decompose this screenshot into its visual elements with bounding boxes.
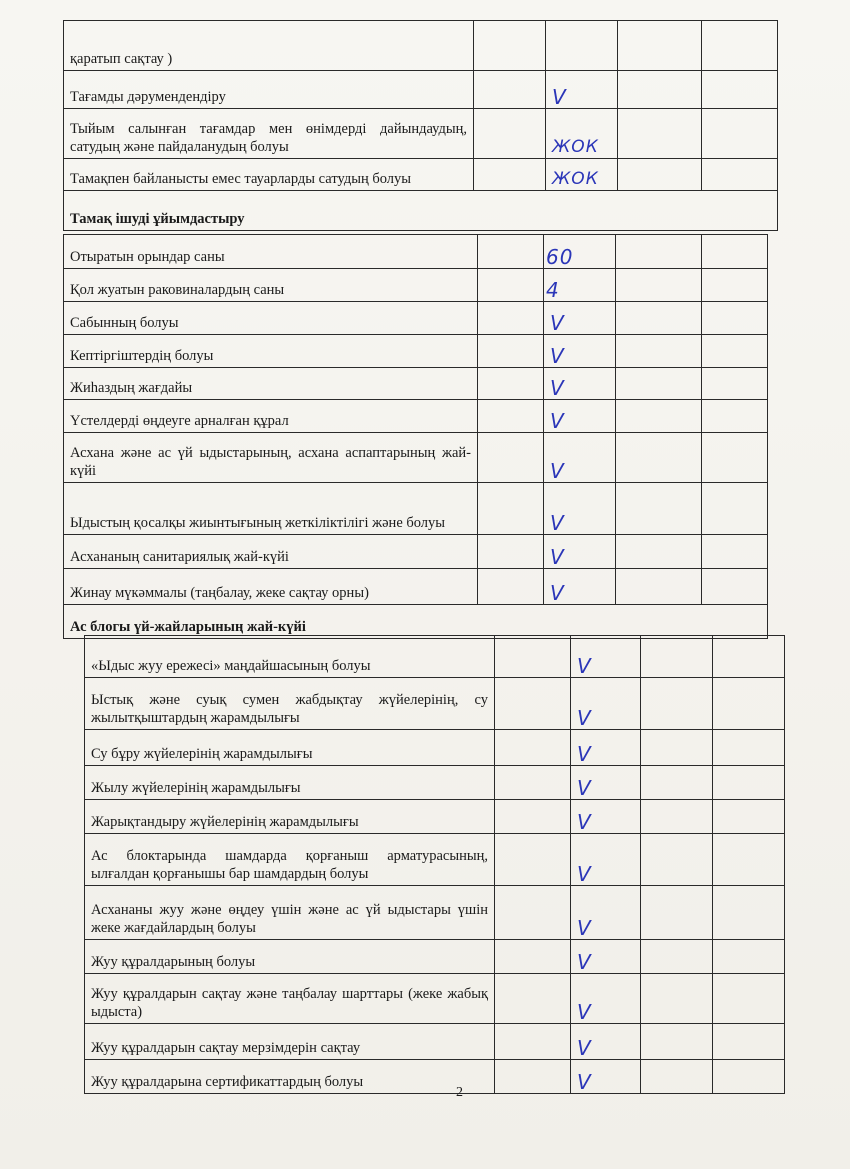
row-mark (474, 21, 546, 71)
row-label: Жуу құралдарының болуы (85, 940, 495, 974)
empty-cell (616, 535, 702, 569)
checklist-table-2 (63, 234, 768, 639)
empty-cell (495, 766, 571, 800)
row-mark: V (544, 335, 616, 368)
row-label: Асхана және ас үй ыдыстарының, асхана аспаптарының жай-күйі (64, 433, 478, 483)
empty-cell (495, 730, 571, 766)
empty-cell (641, 800, 713, 834)
table-row (85, 636, 785, 678)
empty-cell (618, 159, 702, 191)
row-mark: V (571, 1060, 641, 1094)
table-row (64, 400, 768, 433)
section-row (64, 605, 768, 639)
row-label: Отыратын орындар саны (64, 235, 478, 269)
table-row (64, 235, 768, 269)
section-heading: Тамақ ішуді ұйымдастыру (64, 191, 778, 231)
row-mark: V (571, 678, 641, 730)
table-row (85, 1024, 785, 1060)
empty-cell (478, 483, 544, 535)
row-label: Жинау мүкәммалы (таңбалау, жеке сақтау орны) (64, 569, 478, 605)
row-label: Үстелдерді өңдеуге арналған құрал (64, 400, 478, 433)
empty-cell (713, 834, 785, 886)
row-mark: ЖОК (546, 159, 618, 191)
empty-cell (616, 235, 702, 269)
table-row (85, 730, 785, 766)
row-mark: V (571, 800, 641, 834)
empty-cell (641, 636, 713, 678)
empty-cell (616, 483, 702, 535)
table-row (64, 335, 768, 368)
empty-cell (713, 940, 785, 974)
empty-cell (495, 834, 571, 886)
empty-cell (713, 800, 785, 834)
row-label: Тамақпен байланысты емес тауарларды сатудың болуы (64, 159, 474, 191)
empty-cell (641, 886, 713, 940)
section-row (64, 191, 778, 231)
row-mark: ЖОК (546, 109, 618, 159)
empty-cell (702, 483, 768, 535)
empty-cell (616, 335, 702, 368)
table-row (85, 886, 785, 940)
empty-cell (641, 1024, 713, 1060)
row-mark: V (544, 368, 616, 400)
row-mark: V (544, 483, 616, 535)
row-mark: V (544, 535, 616, 569)
row-mark: V (544, 433, 616, 483)
table-row (85, 766, 785, 800)
empty-cell (495, 974, 571, 1024)
table-row (64, 569, 768, 605)
row-label: Кептіргіштердің болуы (64, 335, 478, 368)
row-label: Асхананы жуу және өңдеу үшін және ас үй ыдыстары үшін жеке жағдайлардың болуы (85, 886, 495, 940)
empty-cell (713, 730, 785, 766)
empty-cell (641, 974, 713, 1024)
checklist-table-1 (63, 20, 778, 231)
empty-cell (702, 21, 778, 71)
empty-cell (478, 235, 544, 269)
table-row (85, 1060, 785, 1094)
row-label: Жылу жүйелерінің жарамдылығы (85, 766, 495, 800)
row-mark: V (544, 569, 616, 605)
row-mark: V (571, 1024, 641, 1060)
empty-cell (616, 569, 702, 605)
row-mark: V (571, 940, 641, 974)
row-mark: 60 (544, 235, 616, 269)
row-label: Тағамды дәрумендендіру (64, 71, 474, 109)
row-label: Жуу құралдарын сақтау және таңбалау шарттары (жеке жабық ыдыста) (85, 974, 495, 1024)
empty-cell (478, 269, 544, 302)
table-row (85, 940, 785, 974)
empty-cell (616, 433, 702, 483)
row-mark: V (546, 71, 618, 109)
empty-cell (478, 535, 544, 569)
row-mark: V (571, 636, 641, 678)
page-number: 2 (456, 1085, 463, 1100)
empty-cell (495, 1060, 571, 1094)
empty-cell (702, 335, 768, 368)
empty-cell (546, 21, 618, 71)
table-row (64, 159, 778, 191)
row-mark: 4 (544, 269, 616, 302)
row-mark: V (571, 834, 641, 886)
empty-cell (618, 21, 702, 71)
empty-cell (478, 400, 544, 433)
empty-cell (641, 834, 713, 886)
empty-cell (713, 886, 785, 940)
table-row (64, 21, 778, 71)
checklist-table-3 (84, 635, 785, 1094)
table-row (64, 433, 768, 483)
empty-cell (702, 433, 768, 483)
empty-cell (495, 800, 571, 834)
empty-cell (495, 886, 571, 940)
row-label: Ыстық және суық сумен жабдықтау жүйелерінің, су жылытқыштардың жарамдылығы (85, 678, 495, 730)
table-row (85, 974, 785, 1024)
row-label: «Ыдыс жуу ережесі» маңдайшасының болуы (85, 636, 495, 678)
table-row (64, 483, 768, 535)
row-label: қаратып сақтау ) (64, 21, 474, 71)
empty-cell (495, 636, 571, 678)
empty-cell (702, 400, 768, 433)
table-row (85, 834, 785, 886)
empty-cell (641, 1060, 713, 1094)
row-label: Ас блоктарында шамдарда қорғаныш арматурасының, ылғалдан қорғанышы бар шамдардың болуы (85, 834, 495, 886)
empty-cell (616, 302, 702, 335)
empty-cell (616, 368, 702, 400)
empty-cell (478, 302, 544, 335)
empty-cell (616, 269, 702, 302)
row-mark: V (571, 766, 641, 800)
empty-cell (702, 535, 768, 569)
empty-cell (474, 159, 546, 191)
empty-cell (702, 159, 778, 191)
empty-cell (713, 974, 785, 1024)
empty-cell (702, 235, 768, 269)
row-label: Жиһаздың жағдайы (64, 368, 478, 400)
empty-cell (641, 940, 713, 974)
empty-cell (713, 1024, 785, 1060)
empty-cell (641, 766, 713, 800)
row-label: Сабынның болуы (64, 302, 478, 335)
empty-cell (702, 71, 778, 109)
empty-cell (702, 569, 768, 605)
section-heading: Ас блогы үй-жайларының жай-күйі (64, 605, 768, 639)
empty-cell (478, 368, 544, 400)
row-label: Жуу құралдарына сертификаттардың болуы (85, 1060, 495, 1094)
table-row (64, 368, 768, 400)
table-row (64, 109, 778, 159)
empty-cell (618, 71, 702, 109)
row-label: Жарықтандыру жүйелерінің жарамдылығы (85, 800, 495, 834)
table-row (64, 71, 778, 109)
empty-cell (474, 109, 546, 159)
empty-cell (702, 302, 768, 335)
empty-cell (702, 368, 768, 400)
empty-cell (478, 433, 544, 483)
row-label: Асхананың санитариялық жай-күйі (64, 535, 478, 569)
row-label: Тыйым салынған тағамдар мен өнімдерді дайындаудың, сатудың және пайдаланудың болуы (64, 109, 474, 159)
row-mark: V (571, 730, 641, 766)
empty-cell (616, 400, 702, 433)
empty-cell (641, 730, 713, 766)
table-row (85, 678, 785, 730)
empty-cell (702, 109, 778, 159)
row-mark: V (571, 886, 641, 940)
empty-cell (702, 269, 768, 302)
empty-cell (495, 1024, 571, 1060)
empty-cell (478, 335, 544, 368)
row-mark: V (571, 974, 641, 1024)
empty-cell (495, 678, 571, 730)
empty-cell (618, 109, 702, 159)
empty-cell (478, 569, 544, 605)
empty-cell (474, 71, 546, 109)
row-label: Жуу құралдарын сақтау мерзімдерін сақтау (85, 1024, 495, 1060)
row-label: Қол жуатын раковиналардың саны (64, 269, 478, 302)
table-row (85, 800, 785, 834)
table-row (64, 302, 768, 335)
row-mark: V (544, 302, 616, 335)
table-row (64, 269, 768, 302)
empty-cell (713, 678, 785, 730)
empty-cell (713, 1060, 785, 1094)
empty-cell (495, 940, 571, 974)
empty-cell (713, 636, 785, 678)
table-row (64, 535, 768, 569)
row-label: Су бұру жүйелерінің жарамдылығы (85, 730, 495, 766)
empty-cell (713, 766, 785, 800)
row-label: Ыдыстың қосалқы жиынтығының жеткіліктілігі және болуы (64, 483, 478, 535)
row-mark: V (544, 400, 616, 433)
empty-cell (641, 678, 713, 730)
